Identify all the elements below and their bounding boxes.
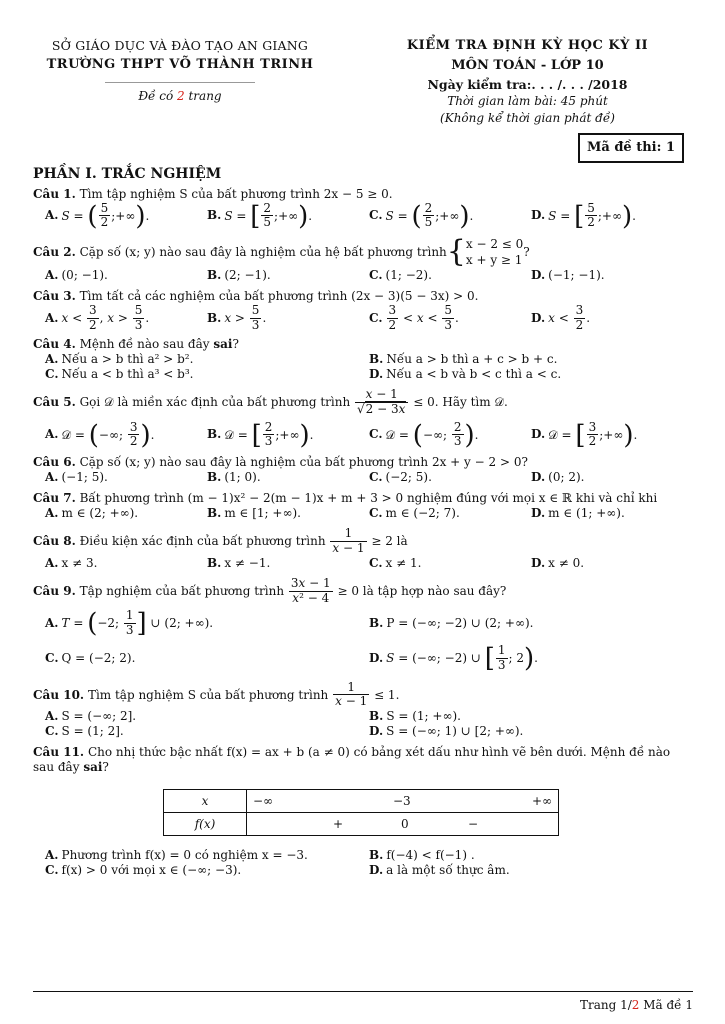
option-label: D.	[531, 470, 546, 485]
option-label: B.	[207, 555, 222, 570]
option-b[interactable]	[369, 848, 693, 863]
option-a[interactable]	[45, 268, 207, 283]
fraction: $\frac{x - 1}{√2 - 3x}$	[355, 388, 408, 417]
footer-suffix: Mã đề 1	[639, 998, 693, 1012]
option-label: D.	[531, 268, 546, 283]
question-number: Câu 7.	[33, 491, 76, 506]
option-text: S = (−∞; 1) ∪ [2; +∞).	[386, 724, 524, 739]
option-label: A.	[45, 268, 59, 283]
option-text: a là một số thực âm.	[386, 863, 510, 878]
question-tail: ≤ 0. Hãy tìm 𝒟.	[413, 394, 508, 409]
option-a[interactable]	[45, 470, 207, 485]
question-stem-bold: sai	[83, 760, 103, 775]
option-text: x ≠ 0.	[548, 555, 585, 570]
question-10	[33, 681, 693, 740]
option-c[interactable]	[369, 556, 531, 571]
option-c[interactable]: C. $\frac{3}{2}$ < x < $\frac{5}{3}$ .	[369, 303, 459, 333]
question-stem: Tìm tất cả các nghiệm của bất phương trình (2x − 3)(5 − 3x) > 0.	[79, 289, 479, 304]
fraction: $\frac{3x - 1}{\text{x² − 4}}$	[290, 575, 331, 605]
option-c[interactable]	[45, 651, 369, 666]
option-label: A.	[45, 616, 59, 631]
option-text: (0; 2).	[548, 470, 585, 485]
option-label: A.	[45, 427, 59, 442]
option-label: D.	[369, 724, 384, 739]
option-label: A.	[45, 352, 59, 367]
subject: MÔN TOÁN - LỚP 10	[451, 58, 604, 74]
options-row	[45, 470, 693, 485]
option-c[interactable]: C. 𝒟 = (−∞; $\frac{2}{3}$ ).	[369, 419, 479, 450]
option-text: x ≠ −1.	[224, 555, 271, 570]
option-text: Nếu a < b và b < c thì a < c.	[386, 367, 562, 382]
options-row	[45, 848, 693, 863]
option-text: S = (−∞; 2].	[61, 709, 137, 724]
options-row	[45, 421, 693, 450]
option-label: C.	[45, 367, 59, 382]
exam-code-box: Mã đề thi: 1	[578, 133, 684, 163]
system-line-2: x + y ≥ 1	[465, 253, 523, 268]
options-row	[45, 367, 693, 382]
option-text: Q = (−2; 2).	[61, 650, 136, 665]
option-label: B.	[207, 427, 222, 442]
sign-table-x-label: x	[164, 790, 247, 813]
footer-total-pages: 2	[631, 998, 640, 1012]
option-text: (−2; 5).	[385, 470, 432, 485]
option-c[interactable]: C. S = ( $\frac{2}{5}$ ;+∞).	[369, 200, 474, 231]
option-label: C.	[45, 863, 59, 878]
option-text: m ∈ (−2; 7).	[385, 506, 460, 521]
question-4: Câu 4. Mệnh đề nào sau đây sai? A. Nếu a > b thì a² > b². B. Nếu a > b thì a + c > b + c. C. Nếu a < b thì a³ < b³. D. Nếu a < b và b < c thì a < c.	[33, 337, 693, 382]
question-5	[33, 388, 693, 449]
option-label: B.	[207, 311, 222, 326]
root-value: −3	[393, 794, 411, 809]
header-right	[345, 38, 710, 126]
question-6	[33, 455, 693, 485]
option-label: A.	[45, 709, 59, 724]
option-label: D.	[531, 555, 546, 570]
option-label: A.	[45, 506, 59, 521]
question-stem: Điều kiện xác định của bất phương trình	[79, 534, 326, 549]
option-label: B.	[369, 352, 384, 367]
sign-table	[163, 789, 559, 836]
question-11: Câu 11. Cho nhị thức bậc nhất f(x) = ax + b (a ≠ 0) có bảng xét dấu như hình vẽ bên dưới. Mệnh đề nào sau đây sai? x −∞ −3 +∞ f(x) + 0 − A. Phương trình f(x) = 0 có nghiệm x = −3. B. f(−4) < f(−1) . C. f(x) > 0 với mọi x ∈ (−∞; −3). D. a là một số thực âm.	[33, 745, 693, 878]
option-d[interactable]	[369, 863, 693, 878]
option-text: Nếu a < b thì a³ < b³.	[61, 367, 194, 382]
question-7	[33, 491, 693, 521]
option-a[interactable]	[45, 709, 369, 724]
option-label: A.	[45, 470, 59, 485]
option-text: (−1; 5).	[61, 470, 108, 485]
option-b[interactable]: B. 𝒟 = [ $\frac{2}{3}$ ;+∞).	[207, 419, 314, 450]
options-row	[45, 268, 693, 283]
inequality-system: { x − 2 ≤ 0 x + y ≥ 1	[446, 234, 524, 270]
option-label: D.	[531, 208, 546, 223]
options-row	[45, 556, 693, 571]
option-d[interactable]	[531, 268, 693, 283]
option-label: A.	[45, 208, 59, 223]
question-stem: Cặp số (x; y) nào sau đây là nghiệm của bất phương trình 2x + y − 2 > 0?	[79, 455, 528, 470]
question-8	[33, 527, 693, 571]
sign-zero: 0	[401, 817, 409, 832]
question-3	[33, 289, 693, 333]
exam-note: (Không kể thời gian phát đề)	[440, 111, 615, 126]
sign-table-f-label: f(x)	[164, 813, 247, 836]
question-number: Câu 11.	[33, 745, 85, 760]
option-label: D.	[369, 863, 384, 878]
options-row	[45, 352, 693, 367]
question-number: Câu 8.	[33, 534, 76, 549]
school-name: TRƯỜNG THPT VÕ THÀNH TRINH	[46, 56, 314, 72]
system-line-1: x − 2 ≤ 0	[465, 237, 524, 252]
question-1	[33, 187, 693, 231]
question-tail: ≥ 2 là	[371, 534, 408, 549]
question-number: Câu 10.	[33, 687, 85, 702]
neg-infinity: −∞	[253, 794, 274, 809]
option-text: f(x) > 0 với mọi x ∈ (−∞; −3).	[61, 863, 242, 878]
footer-divider	[33, 991, 693, 992]
page-count-suffix: trang	[184, 88, 222, 103]
option-label: B.	[369, 848, 384, 863]
option-a[interactable]	[45, 556, 207, 571]
fraction: $\frac{1}{x - 1}$	[335, 679, 368, 709]
option-text: x ≠ 1.	[385, 555, 422, 570]
header-left	[20, 38, 340, 104]
option-label: C.	[369, 208, 383, 223]
option-label: B.	[369, 616, 384, 631]
questions	[33, 166, 693, 878]
question-number: Câu 4.	[33, 337, 76, 352]
question-number: Câu 3.	[33, 289, 76, 304]
option-d[interactable]	[531, 506, 693, 521]
option-label: D.	[531, 427, 546, 442]
options-row	[45, 304, 693, 333]
option-label: D.	[369, 650, 384, 665]
question-9	[33, 577, 693, 673]
option-text: (1; −2).	[385, 268, 432, 283]
question-stem: Tập nghiệm của bất phương trình	[79, 583, 285, 598]
option-d[interactable]	[369, 367, 693, 382]
option-b[interactable]: B. x > $\frac{5}{3}$ .	[207, 303, 267, 333]
option-label: B.	[207, 470, 222, 485]
option-label: D.	[369, 367, 384, 382]
option-label: D.	[531, 311, 546, 326]
option-label: B.	[207, 506, 222, 521]
exam-date: Ngày kiểm tra:. . . /. . . /2018	[427, 76, 628, 92]
page-count	[20, 89, 340, 104]
option-b[interactable]	[207, 506, 369, 521]
option-label: B.	[207, 268, 222, 283]
option-b[interactable]	[207, 268, 369, 283]
option-a[interactable]	[45, 352, 369, 367]
option-text: f(−4) < f(−1) .	[386, 848, 475, 863]
option-a[interactable]: A. x < $\frac{3}{2}$ , x > $\frac{5}{3}$ .	[45, 303, 150, 333]
question-stem: Bất phương trình (m − 1)x² − 2(m − 1)x + m + 3 > 0 nghiệm đúng với mọi x ∈ ℝ khi và chỉ khi	[79, 491, 658, 506]
option-label: A.	[45, 311, 59, 326]
option-label: C.	[369, 506, 383, 521]
option-label: C.	[369, 470, 383, 485]
option-text: S = (1; +∞).	[386, 709, 461, 724]
option-b[interactable]: B. S = [ $\frac{2}{5}$ ;+∞).	[207, 200, 313, 231]
options-row	[45, 863, 693, 878]
option-d[interactable]	[531, 556, 693, 571]
option-label: C.	[369, 268, 383, 283]
option-text: Nếu a > b thì a² > b².	[61, 352, 194, 367]
page-footer	[580, 998, 693, 1013]
option-text: m ∈ [1; +∞).	[224, 506, 301, 521]
options-row	[45, 644, 693, 673]
option-c[interactable]	[45, 863, 369, 878]
exam-title: KIỂM TRA ĐỊNH KỲ HỌC KỲ II	[406, 38, 649, 53]
exam-time: Thời gian làm bài: 45 phút	[447, 94, 608, 109]
option-text: (−1; −1).	[548, 268, 605, 283]
question-number: Câu 5.	[33, 394, 76, 409]
option-label: C.	[369, 311, 383, 326]
option-text: P = (−∞; −2) ∪ (2; +∞).	[386, 616, 534, 631]
option-label: A.	[45, 555, 59, 570]
options-row	[45, 506, 693, 521]
sign-table-x-row	[247, 790, 559, 813]
option-c[interactable]	[45, 724, 369, 739]
question-stem-bold: sai	[213, 337, 233, 352]
question-stem: Cho nhị thức bậc nhất f(x) = ax + b (a ≠ 0) có bảng xét dấu như hình vẽ bên dưới. Mệnh đề nào sau đây	[33, 745, 671, 775]
option-a[interactable]	[45, 848, 369, 863]
question-stem: Cặp số (x; y) nào sau đây là nghiệm của hệ bất phương trình	[79, 244, 447, 259]
option-b[interactable]	[369, 352, 693, 367]
option-text: m ∈ (2; +∞).	[61, 506, 139, 521]
option-text: m ∈ (1; +∞).	[548, 506, 625, 521]
option-label: B.	[207, 208, 222, 223]
question-stem: Mệnh đề nào sau đây	[79, 337, 210, 352]
option-b[interactable]	[369, 709, 693, 724]
options-row	[45, 202, 693, 231]
option-b[interactable]	[369, 616, 693, 631]
option-d[interactable]: D. S = (−∞; −2) ∪ [ $\frac{1}{3}$ ; 2).	[369, 643, 538, 674]
option-d[interactable]: D. 𝒟 = [ $\frac{3}{2}$ ;+∞).	[531, 419, 638, 450]
sign-plus: +	[333, 817, 344, 832]
option-d[interactable]	[369, 724, 693, 739]
question-tail: ?	[523, 244, 530, 259]
option-d[interactable]	[531, 470, 693, 485]
option-a[interactable]: A. 𝒟 = (−∞; $\frac{3}{2}$ ).	[45, 419, 155, 450]
question-2	[33, 236, 693, 283]
option-text: x ≠ 3.	[61, 555, 98, 570]
sign-minus: −	[468, 817, 479, 832]
options-row	[45, 609, 693, 638]
question-stem: Tìm tập nghiệm S của bất phương trình 2x − 5 ≥ 0.	[79, 186, 393, 201]
option-text: (0; −1).	[61, 268, 108, 283]
option-label: C.	[369, 555, 383, 570]
option-a[interactable]: A. T = (−2; $\frac{1}{3}$ ] ∪ (2; +∞).	[45, 608, 214, 639]
option-a[interactable]: A. S = ( $\frac{5}{2}$ ;+∞).	[45, 200, 150, 231]
option-text: Nếu a > b thì a + c > b + c.	[386, 352, 558, 367]
option-d[interactable]: D. S = [ $\frac{5}{2}$ ;+∞).	[531, 200, 636, 231]
option-c[interactable]	[45, 367, 369, 382]
department-name: SỞ GIÁO DỤC VÀ ĐÀO TẠO AN GIANG	[51, 38, 309, 53]
option-a[interactable]	[45, 506, 207, 521]
question-number: Câu 6.	[33, 455, 76, 470]
option-label: C.	[45, 724, 59, 739]
sign-table-f-row	[247, 813, 559, 836]
question-number: Câu 9.	[33, 583, 76, 598]
option-label: C.	[369, 427, 383, 442]
question-tail: ≤ 1.	[374, 687, 400, 702]
option-d[interactable]: D. x < $\frac{3}{2}$ .	[531, 303, 591, 333]
option-text: (2; −1).	[224, 268, 271, 283]
pos-infinity: +∞	[531, 794, 552, 809]
option-b[interactable]	[207, 470, 369, 485]
option-label: D.	[531, 506, 546, 521]
page-count-number: 2	[177, 88, 185, 103]
options-row	[45, 724, 693, 739]
option-c[interactable]	[369, 470, 531, 485]
question-number: Câu 1.	[33, 186, 76, 201]
page-count-prefix: Đề có	[138, 88, 178, 103]
question-tail: ≥ 0 là tập hợp nào sau đây?	[337, 583, 507, 598]
options-row	[45, 709, 693, 724]
option-c[interactable]	[369, 506, 531, 521]
option-text: (1; 0).	[224, 470, 261, 485]
question-stem: Gọi 𝒟 là miền xác định của bất phương trình	[79, 394, 351, 409]
section-title: PHẦN I. TRẮC NGHIỆM	[33, 166, 222, 182]
question-stem: Tìm tập nghiệm S của bất phương trình	[87, 687, 329, 702]
option-text: S = (1; 2].	[61, 724, 124, 739]
header	[20, 38, 710, 133]
option-label: C.	[45, 650, 59, 665]
question-number: Câu 2.	[33, 244, 76, 259]
option-label: B.	[369, 709, 384, 724]
option-text: Phương trình f(x) = 0 có nghiệm x = −3.	[61, 848, 308, 863]
divider	[105, 82, 255, 83]
option-b[interactable]	[207, 556, 369, 571]
option-c[interactable]	[369, 268, 531, 283]
fraction: $\frac{1}{x - 1}$	[332, 526, 365, 556]
footer-prefix: Trang 1/	[579, 998, 632, 1012]
option-label: A.	[45, 848, 59, 863]
